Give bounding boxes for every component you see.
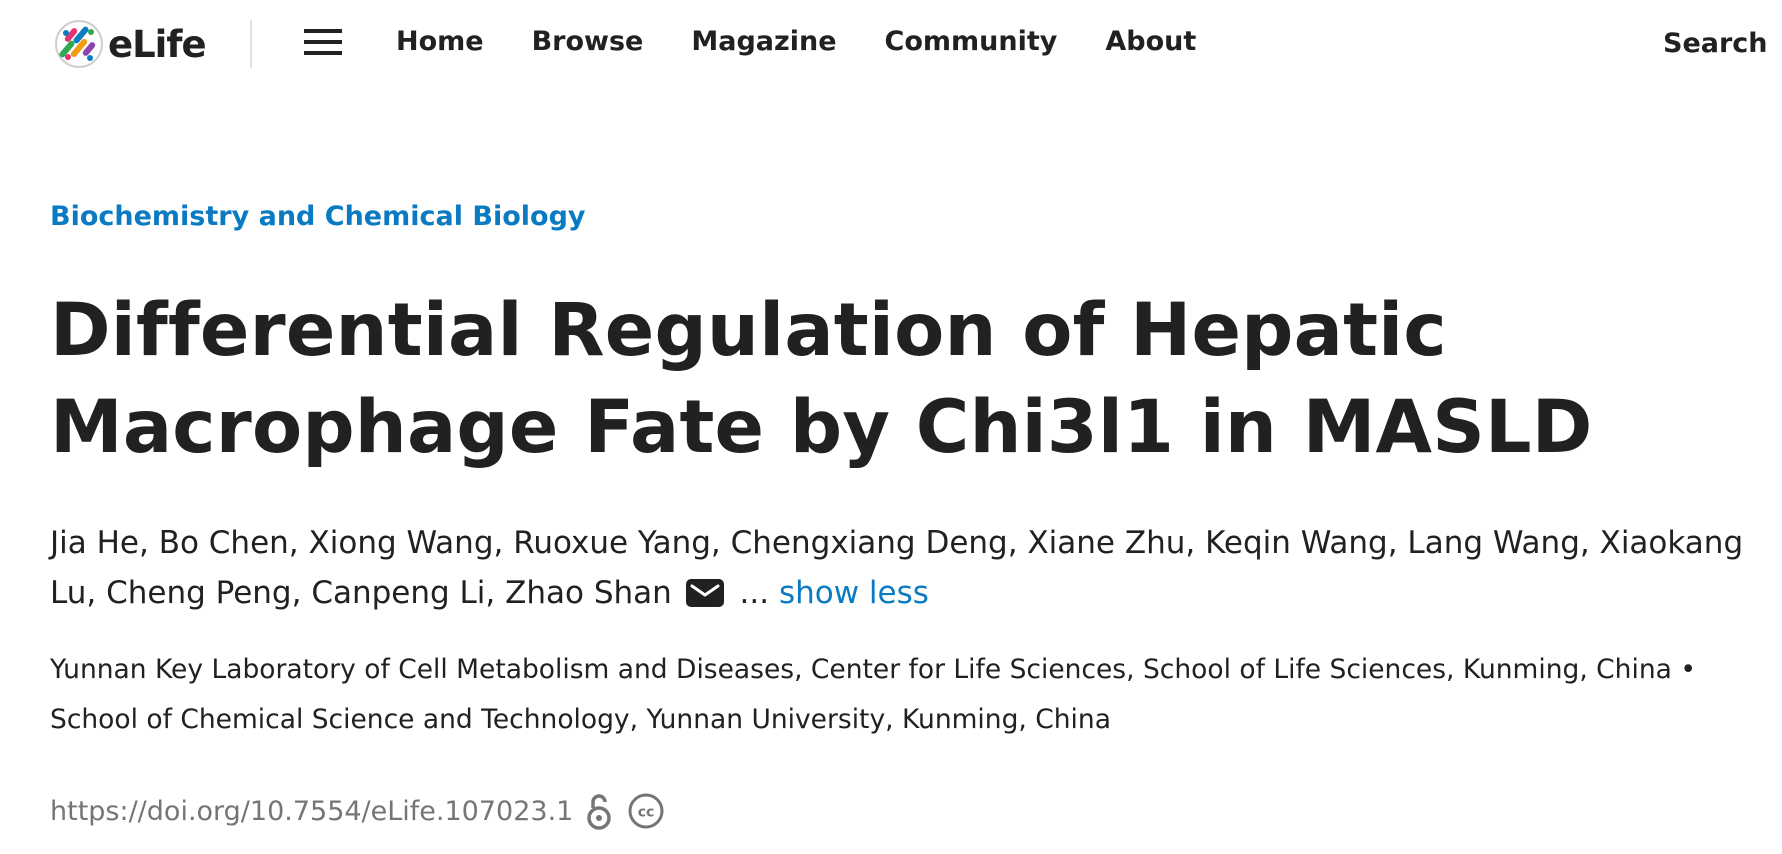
affiliation-item: School of Chemical Science and Technology, Yunnan University, Kunming, China (50, 704, 1111, 735)
authors-ellipsis: ... (739, 575, 770, 611)
search-button[interactable] (1663, 28, 1782, 59)
nav-magazine[interactable]: Magazine (691, 26, 837, 57)
nav-community[interactable]: Community (884, 26, 1058, 57)
nav-home[interactable]: Home (396, 26, 484, 57)
authors-text: Jia He, Bo Chen, Xiong Wang, Ruoxue Yang, Chengxiang Deng, Xiane Zhu, Keqin Wang, Lang Wang, Xiaokang Lu, Cheng Peng, Canpeng Li, Zhao Shan (50, 525, 1744, 611)
article-title: Differential Regulation of Hepatic Macrophage Fate by Chi3l1 in MASLD (50, 288, 1593, 470)
logo-text: eLife (108, 22, 206, 66)
affiliation-list (50, 645, 1750, 745)
nav-about[interactable]: About (1105, 26, 1197, 57)
envelope-icon[interactable] (686, 579, 724, 607)
main-nav (396, 26, 1244, 57)
header-divider (250, 20, 252, 68)
hamburger-menu-icon[interactable] (304, 29, 342, 57)
doi-link[interactable]: https://doi.org/10.7554/eLife.107023.1 (50, 795, 574, 827)
affiliation-item: Yunnan Key Laboratory of Cell Metabolism and Diseases, Center for Life Sciences, School of Life Sciences, Kunming, China (50, 654, 1672, 685)
subject-link[interactable]: Biochemistry and Chemical Biology (50, 201, 586, 232)
doi-row (50, 792, 665, 830)
site-header (0, 0, 1782, 92)
elife-logo-icon (54, 19, 104, 69)
show-less-link[interactable]: show less (778, 575, 929, 611)
creative-commons-icon (627, 792, 665, 830)
open-access-icon (585, 792, 613, 830)
author-list (50, 518, 1750, 618)
search-label: Search (1663, 28, 1768, 59)
nav-browse[interactable]: Browse (531, 26, 644, 57)
svg-text:cc: cc (638, 804, 655, 821)
elife-logo-link[interactable] (54, 18, 206, 70)
affiliation-separator: • (1680, 654, 1696, 685)
